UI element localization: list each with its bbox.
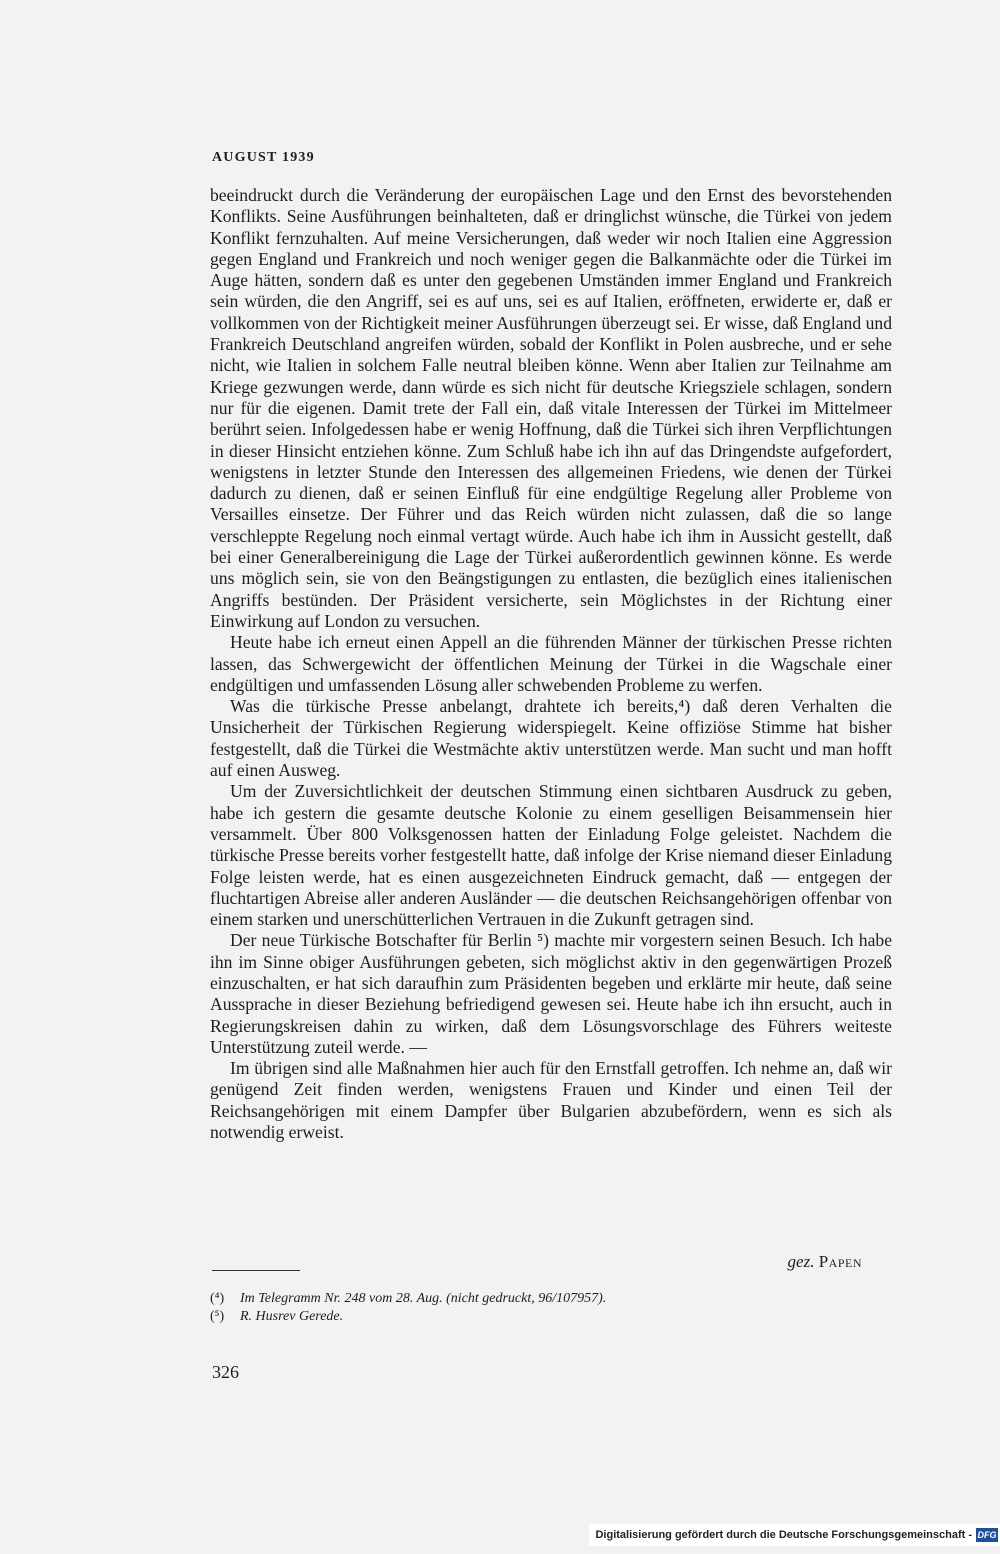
- dfg-logo-icon: DFG: [977, 1530, 997, 1540]
- footnote-mark: (⁴): [210, 1291, 225, 1306]
- footnote-text: R. Husrev Gerede.: [240, 1309, 344, 1324]
- paragraph-3: Was die türkische Presse anbelangt, drahtete ich bereits,⁴) daß deren Verhalten die Unsicherheit der Türkischen Regierung widerspiegelt. Keine offiziöse Stimme hat bisher festgestellt, daß die Türkei die Westmächte aktiv unterstützen werde. Man sucht und man hofft auf einen Ausweg.: [210, 696, 892, 781]
- paragraph-1: beeindruckt durch die Veränderung der europäischen Lage und den Ernst des bevorstehenden Konflikts. Seine Ausführungen beinhalteten, daß er dringlichst wünsche, die Türkei von jedem Konflikt fernzuhalten. Auf meine Versicherungen, daß weder wir noch Italien eine Aggression gegen England und Frankreich und noch weniger gegen die Balkanmächte oder die Türkei im Auge hätten, sondern daß es unter den gegebenen Umständen immer England und Frankreich sein würden, die den Angriff, sei es auf uns, sei es auf Italien, eröffneten, erwiderte er, daß er vollkommen von der Richtigkeit meiner Ausführungen überzeugt sei. Er wisse, daß England und Frankreich Deutschland angreifen würden, sobald der Konflikt in Polen ausbreche, und er sehe nicht, wie Italien in solchem Falle neutral bleiben könne. Wenn aber Italien zur Teilnahme am Kriege gezwungen werde, dann würde es sich nicht für deutsche Kriegsziele schlagen, sondern nur für die eigenen. Damit trete der Fall ein, daß vitale Interessen der Türkei im Mittelmeer berührt seien. Infolgedessen habe er wenig Hoffnung, daß die Türkei sich ihren Verpflichtungen in dieser Hinsicht entziehen könne. Zum Schluß habe ich ihn auf das Dringendste aufgefordert, wenigstens in letzter Stunde den Interessen des allgemeinen Friedens, wie denen der Türkei dadurch zu dienen, daß er seinen Einfluß für eine endgültige Regelung aller Probleme von Versailles einsetze. Der Führer und das Reich würden nicht zulassen, daß die so lange verschleppte Regelung noch einmal vertagt würde. Auch habe ich ihm in Aussicht gestellt, daß bei einer Generalbereinigung die Lage der Türkei außerordentlich gewinnen könne. Es werde uns möglich sein, sie von den Beängstigungen zu entlasten, die bezüglich eines italienischen Angriffs bestünden. Der Präsident versicherte, sein Möglichstes in der Richtung einer Einwirkung auf London zu versuchen.: [210, 185, 892, 631]
- footnote-text: Im Telegramm Nr. 248 vom 28. Aug. (nicht gedruckt, 96/107957).: [240, 1291, 607, 1306]
- signature-name: Papen: [818, 1252, 862, 1271]
- paragraph-4: Um der Zuversichtlichkeit der deutschen Stimmung einen sichtbaren Ausdruck zu geben, habe ich gestern die gesamte deutsche Kolonie zu einem geselligen Beisammensein hier versammelt. Über 800 Volksgenossen hatten der Einladung Folge geleistet. Nachdem die türkische Presse bereits vorher festgestellt hatte, daß infolge der Krise niemand dieser Einladung Folge leisten werde, hat es einen ausgezeichneten Eindruck gemacht, daß — entgegen der fluchtartigen Abreise aller anderen Ausländer — die deutschen Reichsangehörigen offenbar von einem starken und unerschütterlichen Vertrauen in die Zukunft getragen sind.: [210, 781, 892, 930]
- footnote-rule: [212, 1270, 300, 1271]
- funding-text: Digitalisierung gefördert durch die Deutsche Forschungsgemeinschaft -: [595, 1529, 972, 1541]
- paragraph-2: Heute habe ich erneut einen Appell an die führenden Männer der türkischen Presse richten lassen, das Schwergewicht der öffentlichen Meinung der Türkei in die Wagschale einer endgültigen und umfassenden Lösung aller schwebenden Probleme zu werfen.: [210, 632, 892, 695]
- paragraph-6: Im übrigen sind alle Maßnahmen hier auch für den Ernstfall getroffen. Ich nehme an, daß wir genügend Zeit finden werden, wenigstens Frauen und Kinder und einen Teil der Reichsangehörigen mit einem Dampfer über Bulgarien abzubefördern, wenn es sich als notwendig erweist.: [210, 1058, 892, 1143]
- body-text: [210, 185, 892, 1143]
- footnote-mark: (⁵): [210, 1309, 225, 1324]
- running-head: AUGUST 1939: [212, 150, 315, 165]
- footnotes: [210, 1290, 860, 1326]
- signature-prefix: gez.: [787, 1252, 815, 1271]
- funding-banner[interactable]: [589, 1524, 1000, 1546]
- page-number: 326: [212, 1362, 239, 1382]
- footnote-5: [210, 1308, 860, 1326]
- signature: [788, 1252, 862, 1272]
- paragraph-5: Der neue Türkische Botschafter für Berlin ⁵) machte mir vorgestern seinen Besuch. Ich habe ihn im Sinne obiger Ausführungen gebeten, sich möglichst aktiv in den gegenwärtigen Prozeß einzuschalten, er hat sich daraufhin zum Präsidenten begeben und erklärte mir heute, daß seine Aussprache in dieser Beziehung befriedigend gewesen sei. Heute habe ich ihn ersucht, auch in Regierungskreisen dahin zu wirken, daß dem Lösungsvorschlage des Führers weiteste Unterstützung zuteil werde. —: [210, 930, 892, 1057]
- footnote-4: [210, 1290, 860, 1308]
